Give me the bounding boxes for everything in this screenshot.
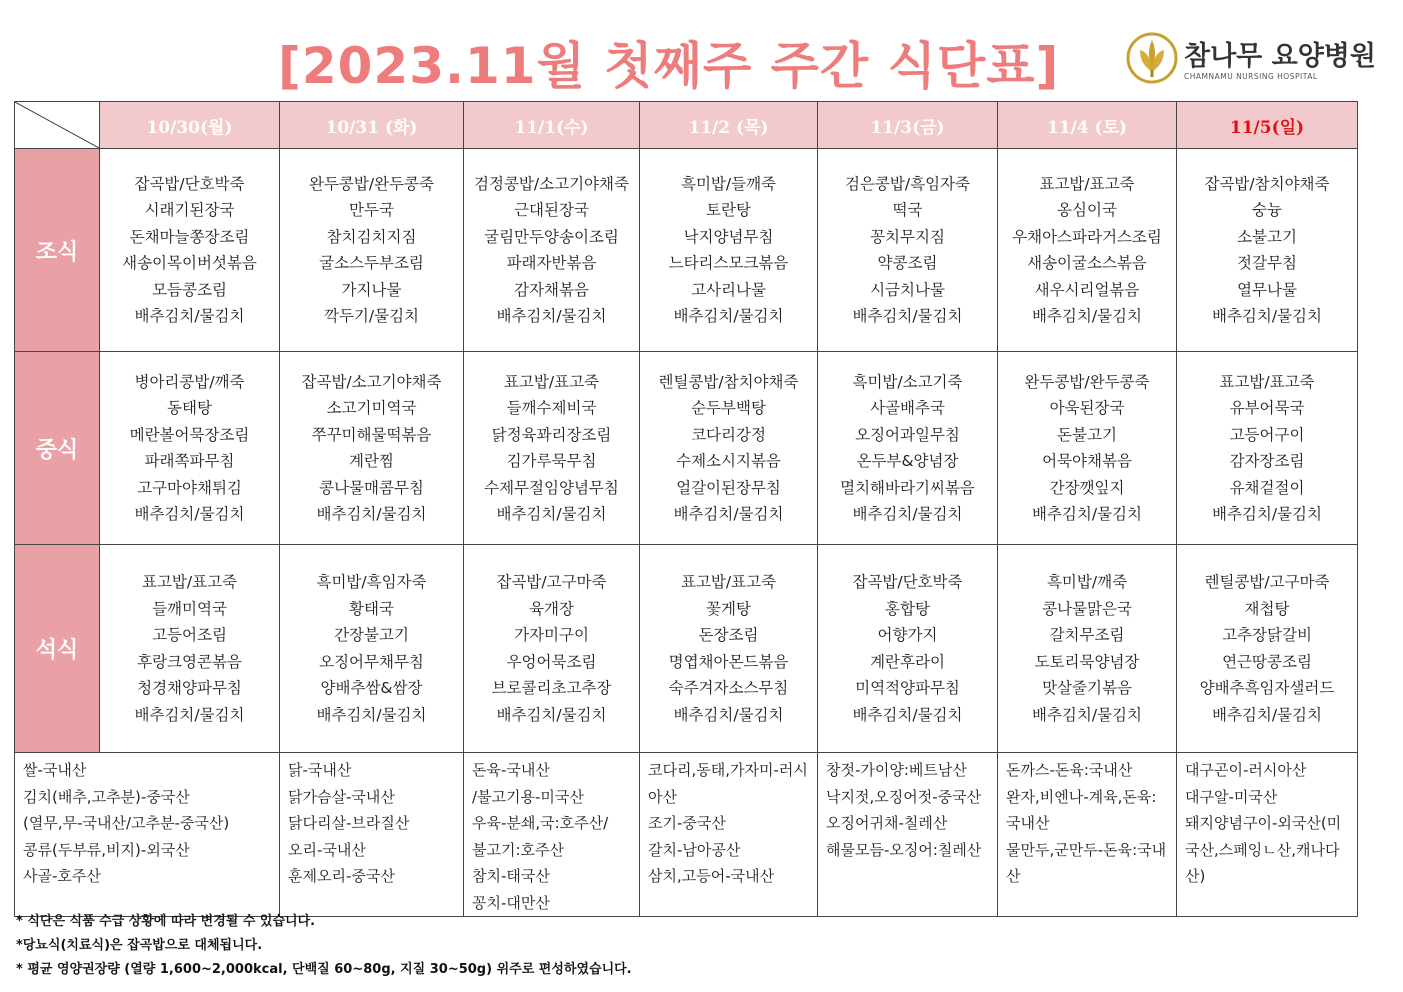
day-header-mon: 10/30(월) — [100, 102, 280, 149]
menu-item: 코다리강정 — [691, 425, 766, 444]
menu-item: 들깨미역국 — [152, 599, 227, 618]
origin-line: 닭다리살-브라질산 — [288, 814, 410, 832]
menu-item: 후랑크영콘볶음 — [137, 652, 242, 671]
hospital-name: 참나무 요양병원 — [1184, 41, 1376, 72]
menu-item: 표고밥/표고죽 — [503, 372, 600, 391]
menu-item: 병아리콩밥/깨죽 — [134, 372, 245, 391]
menu-item: 순두부백탕 — [691, 399, 766, 417]
menu-cell — [998, 149, 1177, 352]
menu-item: 렌틸콩밥/고구마죽 — [1204, 573, 1330, 591]
menu-cell — [464, 545, 640, 753]
menu-item: 배추김치/물김치 — [316, 505, 427, 523]
menu-item: 배추김치/물김치 — [852, 705, 963, 724]
menu-item: 간장불고기 — [334, 626, 409, 644]
menu-item: 배추김치/물김치 — [316, 705, 427, 724]
origin-line: 돈육-국내산 — [472, 761, 550, 779]
origin-line: 창젓-가이양:베트남산 — [826, 761, 967, 779]
menu-item: 새송이목이버섯볶음 — [122, 254, 257, 272]
meal-row — [15, 545, 1358, 753]
menu-item: 소불고기 — [1237, 227, 1297, 246]
menu-item: 깍두기/물김치 — [323, 307, 420, 325]
meal-label-breakfast: 조식 — [15, 149, 100, 352]
menu-item: 검정콩밥/소고기야채죽 — [474, 174, 629, 193]
menu-item: 흑미밥/들깨죽 — [680, 174, 777, 193]
menu-item: 완두콩밥/완두콩죽 — [308, 174, 434, 193]
menu-item: 고추장닭갈비 — [1222, 626, 1312, 644]
menu-item: 약콩조림 — [877, 254, 938, 272]
menu-item: 꽁치무지짐 — [870, 227, 945, 246]
menu-item: 사골배추국 — [870, 399, 945, 417]
menu-item: 미역적양파무침 — [855, 679, 960, 697]
origin-line: 불고기:호주산 — [472, 840, 564, 859]
menu-item: 돈불고기 — [1057, 425, 1117, 444]
menu-item: 파래쪽파무침 — [144, 452, 235, 470]
menu-item: 근대된장국 — [514, 201, 589, 219]
origin-line: 오징어귀채-칠레산 — [826, 814, 948, 832]
weekly-menu-table — [14, 101, 1358, 917]
menu-item: 계란후라이 — [870, 652, 945, 671]
footnote: * 식단은 식품 수급 상황에 따라 변경될 수 있습니다. — [16, 914, 316, 929]
menu-cell — [818, 352, 998, 545]
origin-line: 콩류(두부류,비지)-외국산 — [23, 840, 190, 859]
origin-line: 삼치,고등어-국내산 — [648, 867, 775, 885]
menu-item: 육개장 — [529, 599, 574, 618]
menu-item: 렌틸콩밥/참치야채죽 — [658, 372, 799, 391]
footnotes — [16, 910, 632, 982]
meal-label-dinner: 석식 — [15, 545, 100, 753]
menu-item: 떡국 — [892, 201, 923, 219]
menu-cell — [100, 352, 280, 545]
menu-item: 배추김치/물김치 — [1211, 307, 1323, 325]
menu-item: 표고밥/표고죽 — [680, 573, 777, 591]
origin-line: 오리-국내산 — [288, 840, 366, 859]
origin-cell — [15, 753, 280, 917]
menu-item: 배추김치/물김치 — [673, 505, 784, 523]
menu-item: 동태탕 — [167, 399, 212, 417]
menu-item: 우채아스파라거스조림 — [1012, 227, 1162, 246]
origin-line: 참치-태국산 — [472, 867, 550, 885]
menu-item: 배추김치/물김치 — [134, 705, 245, 724]
origin-cell — [998, 753, 1177, 917]
menu-item: 숭늉 — [1252, 201, 1282, 219]
menu-item: 표고밥/표고죽 — [1039, 174, 1135, 193]
origin-line: 갈치-남아공산 — [648, 840, 741, 859]
day-header-sat: 11/4 (토) — [998, 102, 1177, 149]
menu-item: 소고기미역국 — [326, 399, 417, 417]
menu-item: 오징어무채무침 — [319, 652, 424, 671]
menu-item: 새우시리얼볶음 — [1034, 280, 1140, 299]
menu-item: 표고밥/표고죽 — [1219, 372, 1315, 391]
menu-cell — [100, 545, 280, 753]
menu-item: 유채겉절이 — [1229, 478, 1305, 497]
menu-cell — [280, 149, 464, 352]
menu-item: 가자미구이 — [514, 626, 589, 644]
menu-item: 배추김치/물김치 — [134, 307, 245, 325]
menu-item: 김가루묵무침 — [506, 452, 597, 470]
menu-cell — [998, 545, 1177, 753]
origin-cell — [1177, 753, 1358, 917]
day-header-thu: 11/2 (목) — [640, 102, 818, 149]
menu-cell — [1177, 545, 1358, 753]
origin-cell — [818, 753, 998, 917]
menu-item: 숙주겨자소스무침 — [668, 679, 789, 697]
menu-item: 검은콩밥/흑임자죽 — [844, 174, 970, 193]
meal-label-lunch: 중식 — [15, 352, 100, 545]
menu-item: 배추김치/물김치 — [1031, 705, 1143, 724]
menu-item: 배추김치/물김치 — [673, 705, 784, 724]
menu-item: 시금치나물 — [870, 280, 945, 299]
origin-line: /불고기용-미국산 — [472, 787, 584, 806]
menu-item: 잡곡밥/참치야채죽 — [1204, 174, 1330, 193]
origin-cell — [464, 753, 640, 917]
menu-item: 명엽채아몬드볶음 — [668, 652, 789, 671]
menu-item: 모듬콩조림 — [152, 280, 227, 299]
menu-item: 오징어과일무침 — [855, 425, 960, 444]
menu-item: 감자장조림 — [1229, 452, 1305, 470]
menu-item: 양배추흑임자샐러드 — [1199, 679, 1335, 697]
menu-item: 고등어조림 — [152, 626, 227, 644]
menu-item: 맛살줄기볶음 — [1042, 679, 1132, 697]
day-header-wed: 11/1(수) — [464, 102, 640, 149]
menu-item: 얼갈이된장무침 — [676, 478, 781, 497]
menu-item: 가지나물 — [341, 280, 402, 299]
menu-item: 우엉어묵조림 — [506, 652, 597, 671]
menu-item: 배추김치/물김치 — [852, 505, 963, 523]
menu-cell — [818, 545, 998, 753]
origin-line: 꽁치-대만산 — [472, 893, 550, 912]
origin-line: 우육-분쇄,국:호주산/ — [472, 814, 609, 832]
menu-item: 어묵야채볶음 — [1042, 452, 1132, 470]
origin-line: 사골-호주산 — [23, 867, 101, 885]
menu-cell — [1177, 149, 1358, 352]
menu-item: 굴소스두부조림 — [319, 254, 424, 272]
menu-item: 홍합탕 — [885, 599, 930, 618]
menu-item: 온두부&양념장 — [856, 452, 959, 470]
menu-item: 잡곡밥/소고기야채죽 — [301, 372, 442, 391]
hospital-logo — [1122, 30, 1376, 90]
menu-item: 계란찜 — [349, 452, 394, 470]
menu-item: 배추김치/물김치 — [496, 307, 607, 325]
menu-item: 흑미밥/깨죽 — [1046, 573, 1128, 591]
menu-item: 아욱된장국 — [1049, 399, 1125, 417]
menu-item: 청경채양파무침 — [137, 679, 242, 697]
menu-item: 흑미밥/흑임자죽 — [316, 573, 427, 591]
menu-item: 젓갈무침 — [1237, 254, 1297, 272]
origin-cell — [640, 753, 818, 917]
menu-cell — [464, 352, 640, 545]
hospital-english-name: CHAMNAMU NURSING HOSPITAL — [1184, 72, 1318, 81]
origin-row — [15, 753, 1358, 917]
footnote: *당뇨식(치료식)은 잡곡밥으로 대체됩니다. — [16, 938, 263, 953]
menu-item: 수제무절임양념무침 — [484, 478, 619, 497]
corner-cell — [15, 102, 100, 149]
menu-item: 황태국 — [349, 599, 394, 618]
origin-line: 닭-국내산 — [288, 761, 352, 779]
menu-item: 메란볼어묵장조림 — [129, 425, 250, 444]
page-title: [2023.11월 첫째주 주간 식단표] — [278, 37, 1060, 95]
origin-line: 조기-중국산 — [648, 814, 726, 832]
menu-item: 닭정육꽈리장조림 — [491, 425, 612, 444]
menu-item: 돈채마늘쫑장조림 — [129, 227, 250, 246]
menu-cell — [464, 149, 640, 352]
menu-item: 콩나물매콤무침 — [319, 478, 424, 497]
menu-item: 완두콩밥/완두콩죽 — [1024, 372, 1150, 391]
menu-item: 참치김치지짐 — [326, 227, 417, 246]
menu-item: 유부어묵국 — [1229, 399, 1305, 417]
menu-cell — [818, 149, 998, 352]
origin-line: 대구알-미국산 — [1185, 787, 1278, 806]
day-header-sun: 11/5(일) — [1177, 102, 1358, 149]
menu-cell — [1177, 352, 1358, 545]
meal-row — [15, 352, 1358, 545]
menu-item: 만두국 — [349, 201, 394, 219]
menu-item: 양배추쌈&쌈장 — [320, 679, 423, 697]
menu-item: 굴림만두양송이조림 — [484, 227, 619, 246]
menu-item: 꽃게탕 — [706, 599, 751, 618]
menu-cell — [640, 545, 818, 753]
menu-item: 쭈꾸미해물떡볶음 — [311, 425, 432, 444]
menu-item: 돈장조림 — [698, 626, 759, 644]
origin-line: 완자,비엔나-계육,돈육:국내산 — [1006, 787, 1157, 832]
origin-cell — [280, 753, 464, 917]
origin-line: 대구곤이-러시아산 — [1185, 761, 1307, 779]
menu-item: 도토리묵양념장 — [1034, 652, 1140, 671]
origin-line: 해물모듬-오징어:칠레산 — [826, 840, 982, 859]
menu-item: 멸치해바라기씨볶음 — [840, 478, 975, 497]
menu-item: 연근땅콩조림 — [1222, 652, 1312, 671]
meal-row — [15, 149, 1358, 352]
menu-cell — [100, 149, 280, 352]
menu-item: 흑미밥/소고기죽 — [852, 372, 963, 391]
menu-item: 옹심이국 — [1057, 201, 1117, 219]
tree-emblem-icon — [1126, 32, 1178, 84]
menu-cell — [280, 352, 464, 545]
menu-cell — [640, 352, 818, 545]
menu-item: 배추김치/물김치 — [1211, 705, 1323, 724]
menu-item: 배추김치/물김치 — [852, 307, 963, 325]
menu-item: 수제소시지볶음 — [676, 452, 781, 470]
menu-item: 시래기된장국 — [144, 201, 235, 219]
menu-item: 브로콜리초고추장 — [491, 679, 612, 697]
menu-item: 낙지양념무침 — [683, 227, 774, 246]
diagonal-line — [15, 102, 99, 148]
menu-item: 잡곡밥/단호박죽 — [134, 174, 245, 193]
menu-item: 콩나물맑은국 — [1042, 599, 1132, 618]
origin-line: 김치(배추,고추분)-중국산 — [23, 787, 190, 806]
menu-item: 고사리나물 — [691, 280, 766, 299]
menu-item: 파래자반볶음 — [506, 254, 597, 272]
menu-item: 배추김치/물김치 — [1211, 505, 1323, 523]
menu-item: 느타리스모크볶음 — [668, 254, 789, 272]
menu-item: 잡곡밥/단호박죽 — [852, 573, 963, 591]
origin-line: 쌀-국내산 — [23, 761, 87, 779]
menu-item: 새송이굴소스볶음 — [1027, 254, 1147, 272]
menu-item: 배추김치/물김치 — [496, 705, 607, 724]
origin-line: 물만두,군만두-돈육:국내산 — [1006, 840, 1167, 885]
menu-item: 고등어구이 — [1229, 425, 1305, 444]
menu-item: 배추김치/물김치 — [496, 505, 607, 523]
menu-item: 배추김치/물김치 — [1031, 307, 1143, 325]
day-header-tue: 10/31 (화) — [280, 102, 464, 149]
origin-line: 돈까스-돈육:국내산 — [1006, 761, 1133, 779]
menu-item: 배추김치/물김치 — [1031, 505, 1143, 523]
menu-item: 들깨수제비국 — [506, 399, 597, 417]
day-header-fri: 11/3(금) — [818, 102, 998, 149]
header-row — [15, 102, 1358, 149]
menu-cell — [640, 149, 818, 352]
menu-item: 감자채볶음 — [514, 280, 589, 299]
menu-item: 재첩탕 — [1244, 599, 1290, 618]
menu-item: 토란탕 — [706, 201, 751, 219]
menu-cell — [998, 352, 1177, 545]
menu-cell — [280, 545, 464, 753]
menu-item: 배추김치/물김치 — [134, 505, 245, 523]
menu-item: 열무나물 — [1237, 280, 1297, 299]
footnote: * 평균 영양권장량 (열량 1,600~2,000kcal, 단백질 60~80g, 지질 30~50g) 위주로 편성하였습니다. — [16, 962, 632, 977]
origin-line: (열무,무-국내산/고추분-중국산) — [23, 814, 230, 832]
origin-line: 훈제오리-중국산 — [288, 867, 395, 885]
menu-item: 간장깻잎지 — [1049, 478, 1125, 497]
menu-item: 어향가지 — [877, 626, 938, 644]
menu-item: 갈치무조림 — [1049, 626, 1125, 644]
menu-item: 배추김치/물김치 — [673, 307, 784, 325]
origin-line: 낙지젓,오징어젓-중국산 — [826, 787, 982, 806]
menu-item: 표고밥/표고죽 — [141, 573, 238, 591]
origin-line: 돼지양념구이-외국산(미국산,스페잉ㄴ산,캐나다산) — [1185, 814, 1342, 885]
menu-item: 잡곡밥/고구마죽 — [496, 573, 607, 591]
menu-item: 고구마야채튀김 — [137, 478, 242, 497]
origin-line: 코다리,동태,가자미-러시아산 — [648, 761, 808, 806]
origin-line: 닭가슴살-국내산 — [288, 787, 395, 806]
